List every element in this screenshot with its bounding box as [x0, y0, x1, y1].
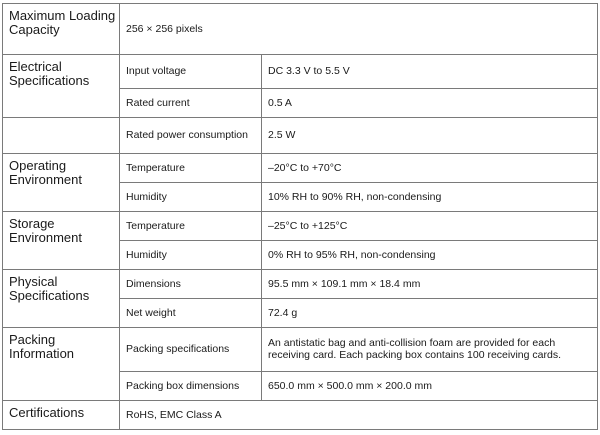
row-certifications	[3, 400, 598, 429]
param-storage-temperature: Temperature	[120, 211, 262, 240]
param-operating-humidity: Humidity	[120, 182, 262, 211]
value-dimensions: 95.5 mm × 109.1 mm × 18.4 mm	[262, 269, 598, 298]
row-rated-power	[3, 117, 598, 153]
value-packing-specifications: An antistatic bag and anti-collision foam are provided for each receiving card. Each packing box contains 100 receiving cards.	[262, 327, 598, 371]
category-packing: Packing Information	[3, 327, 120, 400]
value-operating-temperature: –20°C to +70°C	[262, 153, 598, 182]
category-operating: Operating Environment	[3, 153, 120, 211]
param-rated-power: Rated power consumption	[120, 117, 262, 153]
row-max-loading	[3, 4, 598, 55]
param-packing-specifications: Packing specifications	[120, 327, 262, 371]
category-certifications: Certifications	[3, 400, 120, 429]
param-storage-humidity: Humidity	[120, 240, 262, 269]
spec-table	[2, 3, 598, 430]
param-packing-box-dimensions: Packing box dimensions	[120, 371, 262, 400]
category-physical: Physical Specifications	[3, 269, 120, 327]
value-net-weight: 72.4 g	[262, 298, 598, 327]
value-max-loading: 256 × 256 pixels	[120, 4, 598, 55]
value-rated-current: 0.5 A	[262, 88, 598, 117]
row-rated-current	[3, 88, 598, 117]
category-max-loading: Maximum Loading Capacity	[3, 4, 120, 55]
value-storage-humidity: 0% RH to 95% RH, non-condensing	[262, 240, 598, 269]
param-operating-temperature: Temperature	[120, 153, 262, 182]
category-electrical-cont	[3, 88, 120, 117]
value-rated-power: 2.5 W	[262, 117, 598, 153]
category-storage: Storage Environment	[3, 211, 120, 269]
category-empty	[3, 117, 120, 153]
value-input-voltage: DC 3.3 V to 5.5 V	[262, 55, 598, 89]
category-electrical: Electrical Specifications	[3, 55, 120, 89]
param-net-weight: Net weight	[120, 298, 262, 327]
row-storage-temperature	[3, 211, 598, 240]
value-operating-humidity: 10% RH to 90% RH, non-condensing	[262, 182, 598, 211]
value-packing-box-dimensions: 650.0 mm × 500.0 mm × 200.0 mm	[262, 371, 598, 400]
param-rated-current: Rated current	[120, 88, 262, 117]
value-certifications: RoHS, EMC Class A	[120, 400, 598, 429]
row-input-voltage	[3, 55, 598, 89]
param-input-voltage: Input voltage	[120, 55, 262, 89]
param-dimensions: Dimensions	[120, 269, 262, 298]
row-operating-temperature	[3, 153, 598, 182]
value-storage-temperature: –25°C to +125°C	[262, 211, 598, 240]
row-dimensions	[3, 269, 598, 298]
row-packing-specifications	[3, 327, 598, 371]
